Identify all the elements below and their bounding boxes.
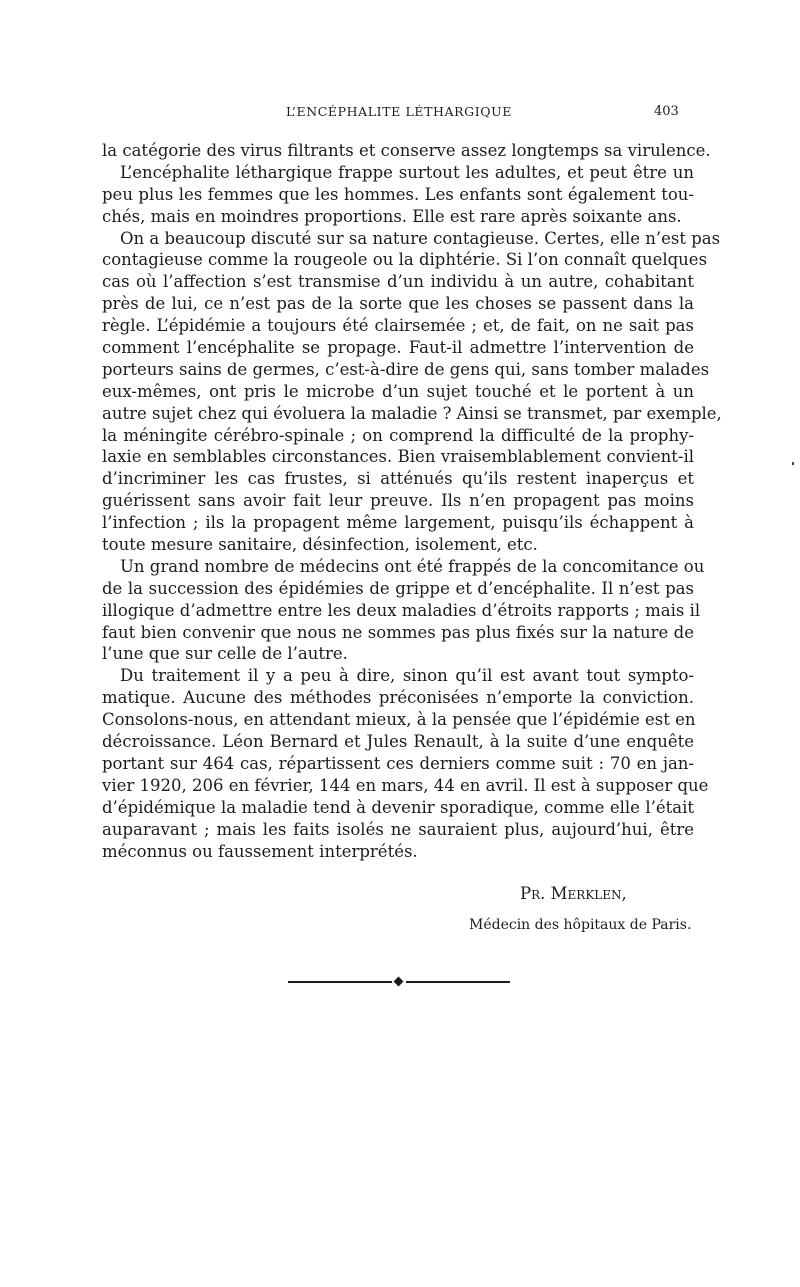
text-line: cas où l’affection s’est transmise d’un individu à un autre, cohabitant — [102, 272, 694, 292]
margin-speck — [792, 462, 794, 465]
text-line: la méningite cérébro-spinale ; on comprend la difficulté de la prophy- — [102, 425, 694, 445]
text-line: près de lui, ce n’est pas de la sorte que les choses se passent dans la — [102, 294, 694, 314]
text-line: la catégorie des virus filtrants et conserve assez longtemps sa virulence. — [102, 141, 711, 160]
text-line: autre sujet chez qui évoluera la maladie ? Ainsi se transmet, par exemple, — [102, 403, 722, 423]
paragraph-end-line: l’une que sur celle de l’autre. — [102, 644, 348, 664]
text-line: d’épidémique la maladie tend à devenir sporadique, comme elle l’était — [102, 797, 694, 817]
running-title: L’ENCÉPHALITE LÉTHARGIQUE — [286, 104, 512, 119]
text-line: guérissent sans avoir fait leur preuve. Ils n’en propagent pas moins — [102, 491, 694, 511]
text-line: eux-mêmes, ont pris le microbe d’un sujet touché et le portent à un — [102, 381, 694, 401]
text-line: auparavant ; mais les faits isolés ne sauraient plus, aujourd’hui, être — [102, 819, 694, 839]
paragraph-start-line: On a beaucoup discuté sur sa nature contagieuse. Certes, elle n’est pas — [120, 228, 721, 248]
text-line: porteurs sains de germes, c’est-à-dire de gens qui, sans tomber malades — [102, 359, 710, 379]
text-line: contagieuse comme la rougeole ou la diphtérie. Si l’on connaît quelques — [102, 250, 708, 270]
paragraph-end-line: méconnus ou faussement interprétés. — [102, 841, 418, 861]
ornament-rule-left — [288, 981, 392, 983]
author-signature: Pr. Merklen, — [520, 884, 627, 903]
author-affiliation: Médecin des hôpitaux de Paris. — [469, 917, 692, 933]
text-line: de la succession des épidémies de grippe et d’encéphalite. Il n’est pas — [102, 578, 694, 598]
page-number: 403 — [654, 104, 679, 119]
text-line: portant sur 464 cas, répartissent ces derniers comme suit : 70 en jan- — [102, 753, 694, 773]
paragraph-start-line: Du traitement il y a peu à dire, sinon qu’il est avant tout sympto- — [120, 666, 694, 686]
text-line: décroissance. Léon Bernard et Jules Renault, à la suite d’une enquête — [102, 732, 694, 752]
paragraph-start-line: L’encéphalite léthargique frappe surtout les adultes, et peut être un — [120, 162, 694, 182]
text-line: laxie en semblables circonstances. Bien vraisemblablement convient-il — [102, 447, 694, 467]
text-line: matique. Aucune des méthodes préconisées n’emporte la conviction. — [102, 688, 694, 708]
diamond-icon — [394, 977, 404, 987]
section-end-ornament — [288, 975, 510, 989]
text-line: faut bien convenir que nous ne sommes pas plus fixés sur la nature de — [102, 622, 694, 642]
text-line: illogique d’admettre entre les deux maladies d’étroits rapports ; mais il — [102, 600, 701, 620]
paragraph-end-line: toute mesure sanitaire, désinfection, isolement, etc. — [102, 535, 538, 555]
article-body — [102, 140, 722, 862]
ornament-rule-right — [406, 981, 510, 983]
text-line: Consolons-nous, en attendant mieux, à la pensée que l’épidémie est en — [102, 710, 696, 730]
text-line: peu plus les femmes que les hommes. Les enfants sont également tou- — [102, 184, 694, 204]
paragraph-end-line: chés, mais en moindres proportions. Elle est rare après soixante ans. — [102, 206, 682, 226]
text-line: règle. L’épidémie a toujours été clairsemée ; et, de fait, on ne sait pas — [102, 316, 694, 336]
text-line: l’infection ; ils la propagent même largement, puisqu’ils échappent à — [102, 513, 694, 533]
text-line: comment l’encéphalite se propage. Faut-il admettre l’intervention de — [102, 338, 694, 358]
paragraph-start-line: Un grand nombre de médecins ont été frappés de la concomitance ou — [120, 556, 705, 576]
text-line: d’incriminer les cas frustes, si atténués qu’ils restent inaperçus et — [102, 469, 694, 489]
text-line: vier 1920, 206 en février, 144 en mars, 44 en avril. Il est à supposer que — [102, 775, 709, 795]
